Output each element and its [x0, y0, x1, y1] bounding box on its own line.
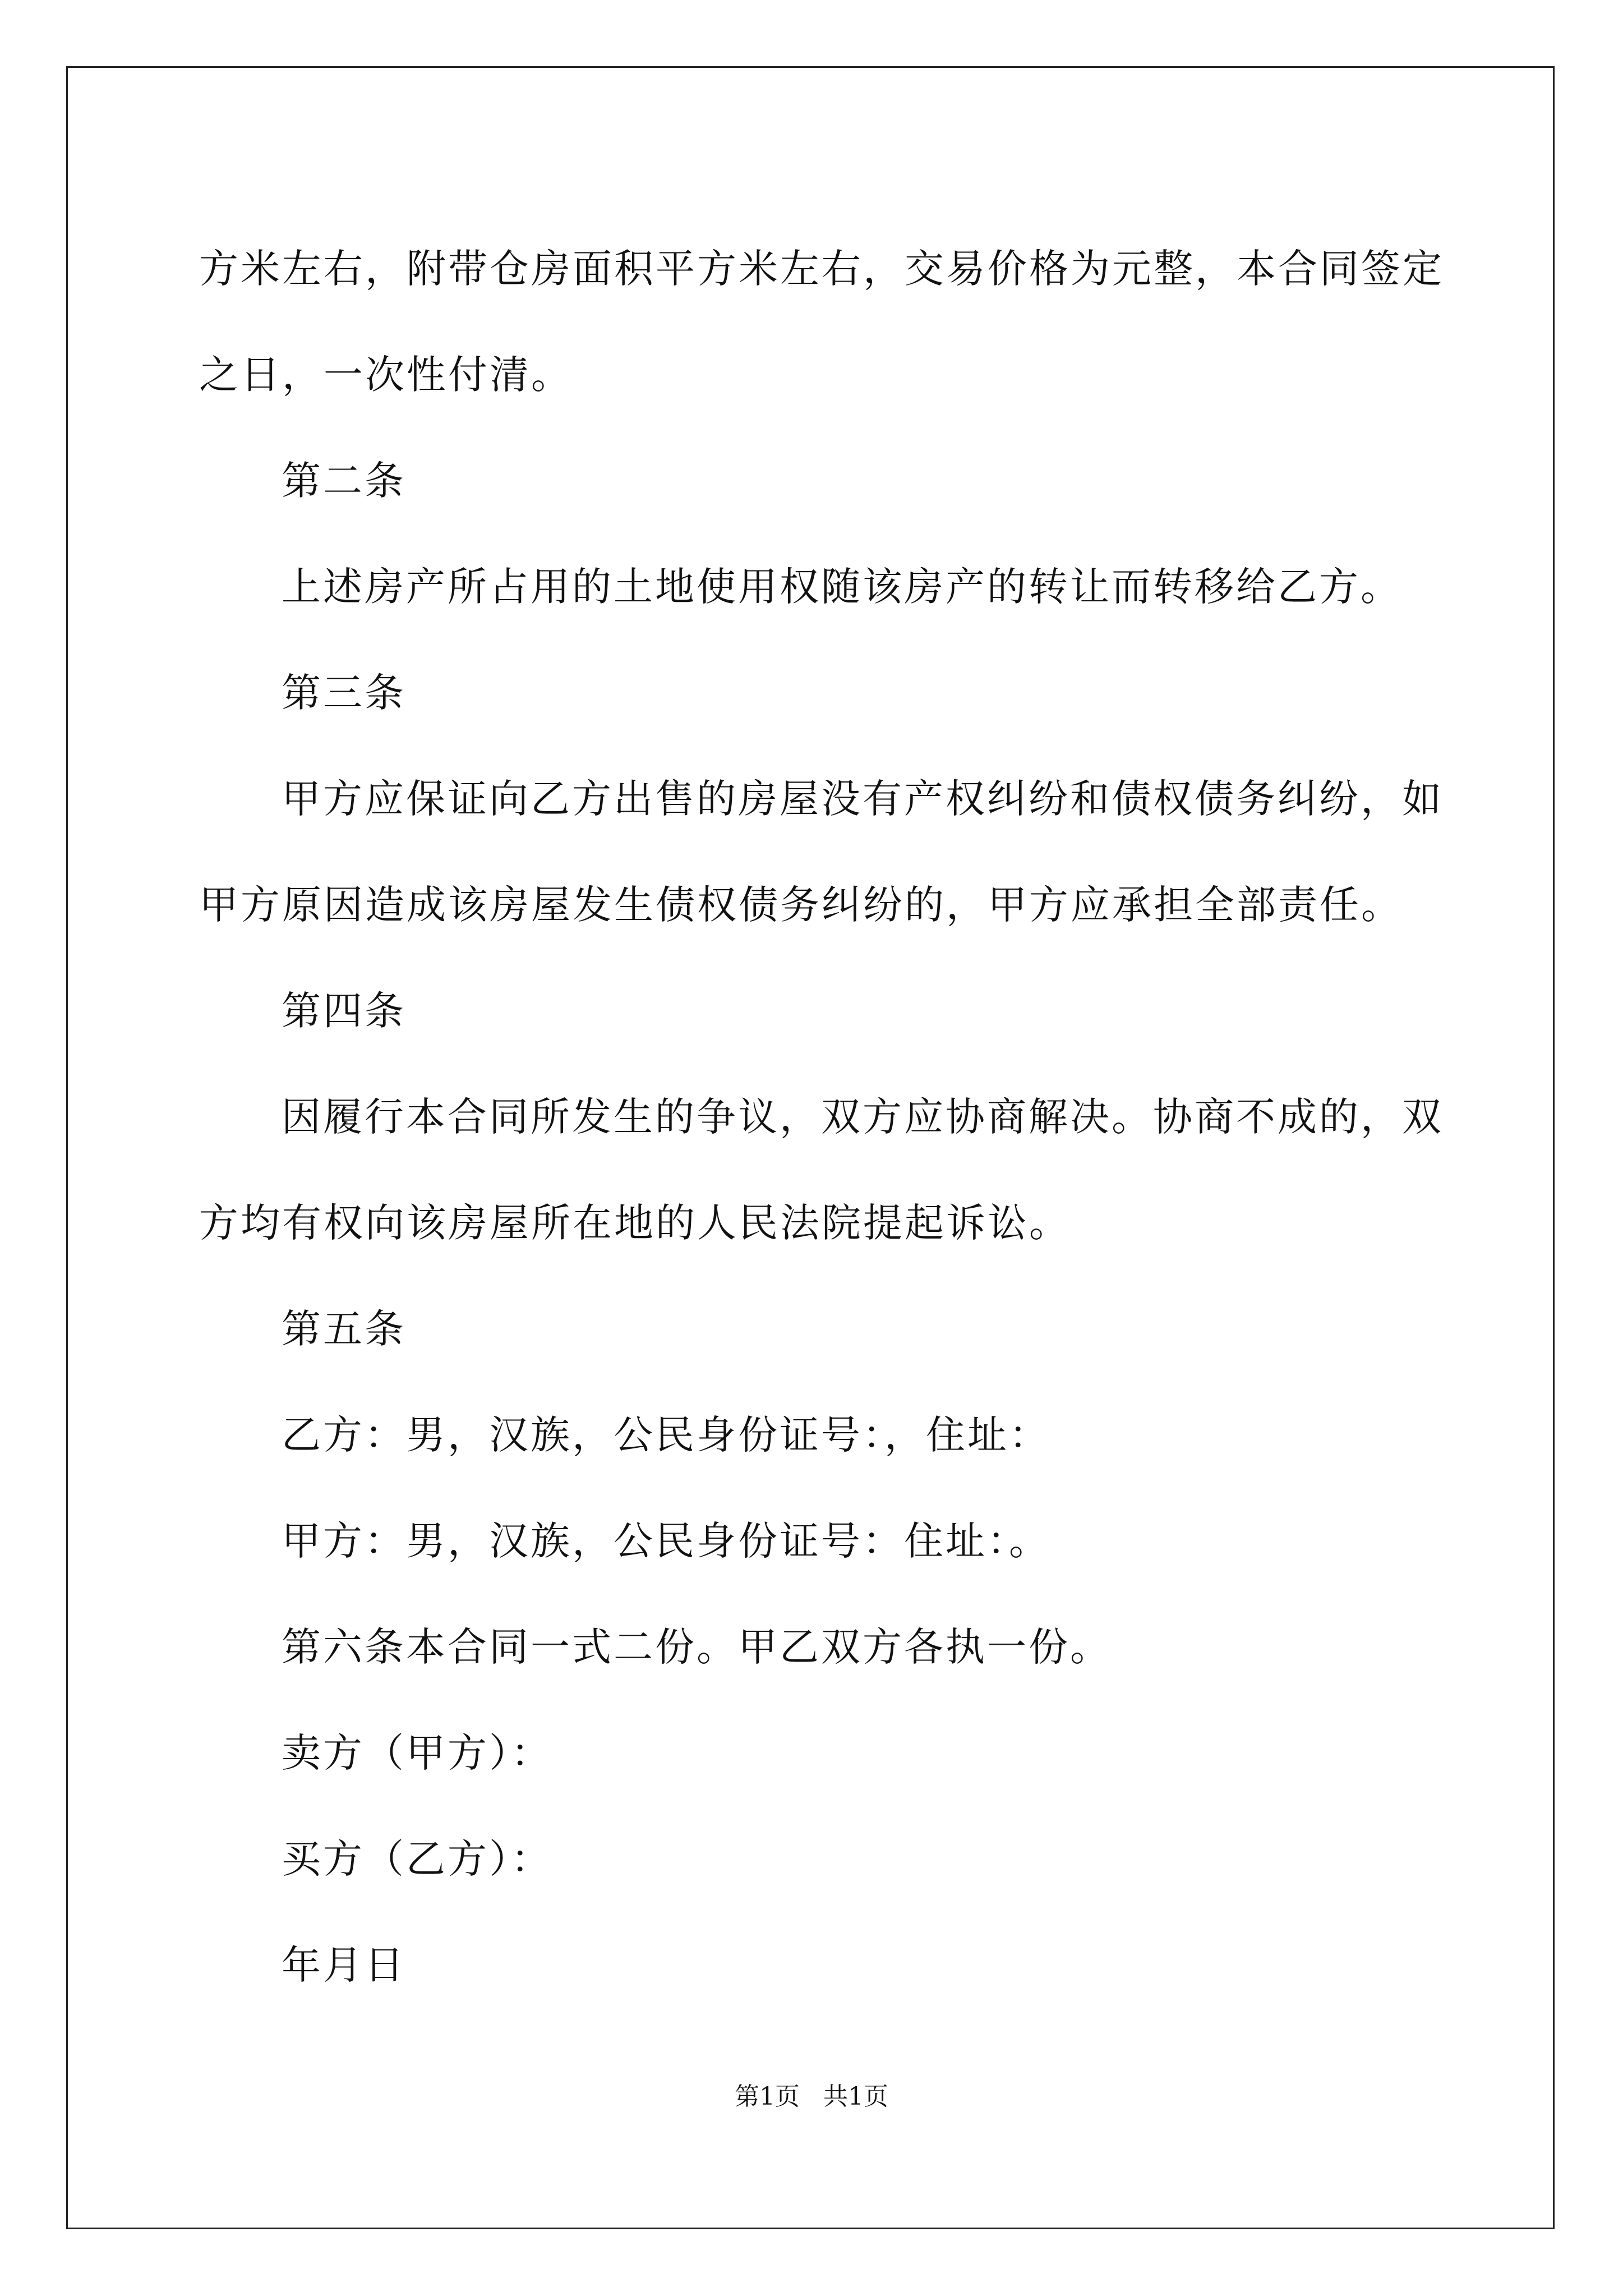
paragraph-line: 方米左右，附带仓房面积平方米左右，交易价格为元整，本合同签定: [199, 246, 1444, 292]
date-label: 年月日: [282, 1942, 406, 1988]
party-b-info: 乙方：男，汉族，公民身份证号：，住址：: [282, 1412, 1050, 1458]
paragraph-line: 之日，一次性付清。: [199, 352, 573, 398]
page-footer: [0, 2080, 1623, 2114]
paragraph-line: 上述房产所占用的土地使用权随该房产的转让而转移给乙方。: [282, 564, 1402, 610]
page-number: 第1页: [735, 2082, 800, 2111]
paragraph-line: 因履行本合同所发生的争议，双方应协商解决。协商不成的，双: [282, 1094, 1444, 1140]
paragraph-line: 甲方原因造成该房屋发生债权债务纠纷的，甲方应承担全部责任。: [199, 882, 1403, 928]
seller-signature-label: 卖方（甲方）：: [282, 1730, 552, 1776]
article-heading: 第三条: [282, 670, 406, 716]
paragraph-line: 第六条本合同一式二份。甲乙双方各执一份。: [282, 1624, 1112, 1670]
contract-body: [199, 216, 1444, 2018]
article-heading: 第五条: [282, 1306, 406, 1352]
buyer-signature-label: 买方（乙方）：: [282, 1836, 552, 1882]
article-heading: 第二条: [282, 458, 406, 504]
article-heading: 第四条: [282, 988, 406, 1034]
page-total: 共1页: [823, 2082, 888, 2111]
party-a-info: 甲方：男，汉族，公民身份证号：住址：。: [282, 1518, 1050, 1564]
paragraph-line: 甲方应保证向乙方出售的房屋没有产权纠纷和债权债务纠纷，如: [282, 776, 1444, 822]
paragraph-line: 方均有权向该房屋所在地的人民法院提起诉讼。: [199, 1200, 1071, 1246]
